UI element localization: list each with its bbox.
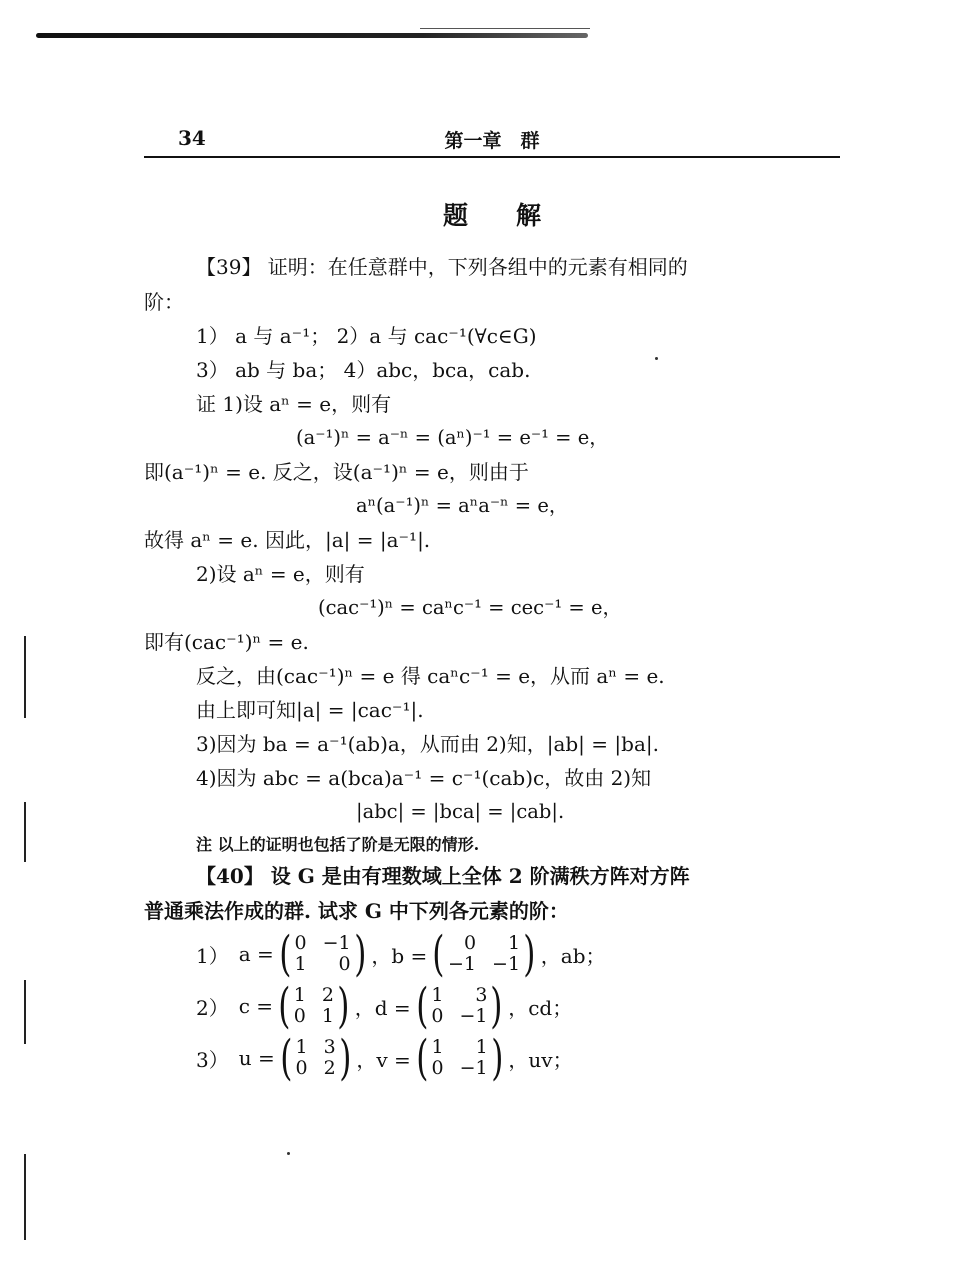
scan-edge-line [36,33,588,38]
matrix-entry: 2 [321,984,334,1006]
proof-line: 证 1)设 aⁿ = e，则有 [196,392,392,416]
matrix-entry: 1 [294,953,307,975]
proof-line: 即有(cac⁻¹)ⁿ = e. [144,630,309,654]
scan-edge-line-thin [420,28,590,29]
matrix-name: ，v = [356,1047,411,1072]
proof-line: 由上即可知|a| = |cac⁻¹|. [196,698,424,722]
matrix-entry: 0 [295,1057,308,1079]
item-label: 1） [196,943,229,968]
matrix-entry: −1 [459,1005,488,1027]
equation-line: (a⁻¹)ⁿ = a⁻ⁿ = (aⁿ)⁻¹ = e⁻¹ = e， [296,426,609,449]
matrix-entry: 1 [475,1036,488,1058]
scan-speck [655,357,658,360]
matrix-name: ，b = [371,943,428,968]
scan-speck [287,1152,290,1155]
running-header [144,122,840,156]
matrix-entry: −1 [322,932,351,954]
matrix-entry: −1 [459,1057,488,1079]
problem-40-line: 【40】 设 G 是由有理数域上全体 2 阶满秩方阵对方阵 [196,864,690,888]
matrix-entry: −1 [448,953,477,975]
proof-line: 故得 aⁿ = e. 因此，|a| = |a⁻¹|. [144,528,431,552]
matrix-name: a = [238,942,274,966]
item-label: 2） [196,995,229,1020]
matrix-item-3 [196,1030,573,1086]
matrix-entry: 0 [431,1057,444,1079]
matrix-entry: 3 [475,984,488,1006]
header-rule [144,156,840,158]
margin-mark [24,1154,26,1240]
matrix: ( 0 1 −1 −1 ) [432,926,536,982]
matrix-entry: −1 [492,953,521,975]
proof-line: 2)设 aⁿ = e，则有 [196,562,365,586]
matrix-name: ，d = [354,995,411,1020]
matrix-entry: 0 [294,932,307,954]
matrix-entry: 0 [463,932,477,954]
matrix-product: ，ab； [540,943,606,968]
matrix-item-2 [196,978,573,1034]
matrix-entry: 0 [293,1005,306,1027]
matrix-name: c = [238,994,274,1018]
matrix-entry: 1 [295,1036,308,1058]
page-number: 34 [178,126,206,150]
matrix-entry: 0 [338,953,351,975]
matrix: ( 1 3 0 −1 ) [415,978,503,1034]
matrix-item-1 [196,926,606,982]
chapter-title: 第一章 群 [444,130,540,152]
problem-39-line: 【39】 证明：在任意群中，下列各组中的元素有相同的 [196,255,688,279]
proof-line: 3)因为 ba = a⁻¹(ab)a，从而由 2)知，|ab| = |ba|. [196,732,659,756]
equation-line: (cac⁻¹)ⁿ = caⁿc⁻¹ = cec⁻¹ = e， [318,596,622,619]
problem-39-line: 3） ab 与 ba； 4）abc，bca，cab. [196,358,531,382]
section-title: 题解 [442,201,589,230]
note-line: 注 以上的证明也包括了阶是无限的情形. [196,835,480,854]
equation-line: |abc| = |bca| = |cab|. [356,800,565,823]
problem-40-line: 普通乘法作成的群. 试求 G 中下列各元素的阶： [144,899,569,923]
matrix: ( 1 3 0 2 ) [280,1030,352,1086]
matrix-product: ，uv； [508,1047,573,1072]
matrix-entry: 1 [321,1005,334,1027]
item-label: 3） [196,1047,229,1072]
equation-line: aⁿ(a⁻¹)ⁿ = aⁿa⁻ⁿ = e， [356,494,569,517]
problem-39-line: 阶： [144,290,184,314]
matrix-entry: 1 [431,984,444,1006]
matrix-entry: 2 [323,1057,336,1079]
matrix-product: ，cd； [508,995,573,1020]
matrix-entry: 1 [431,1036,444,1058]
matrix-entry: 1 [293,984,306,1006]
margin-mark [24,980,26,1044]
matrix-entry: 0 [431,1005,444,1027]
matrix: ( 1 2 0 1 ) [278,978,350,1034]
matrix-entry: 3 [323,1036,336,1058]
matrix: ( 1 1 0 −1 ) [416,1030,504,1086]
problem-39-line: 1） a 与 a⁻¹； 2）a 与 cac⁻¹(∀c∈G) [196,324,537,348]
proof-line: 4)因为 abc = a(bca)a⁻¹ = c⁻¹(cab)c，故由 2)知 [196,766,652,790]
proof-line: 即(a⁻¹)ⁿ = e. 反之，设(a⁻¹)ⁿ = e，则由于 [144,460,529,484]
matrix-name: u = [238,1046,275,1070]
matrix-entry: 1 [507,932,521,954]
proof-line: 反之，由(cac⁻¹)ⁿ = e 得 caⁿc⁻¹ = e，从而 aⁿ = e. [196,664,665,688]
matrix: ( 0 −1 1 0 ) [279,926,367,982]
margin-mark [24,636,26,718]
margin-mark [24,802,26,862]
